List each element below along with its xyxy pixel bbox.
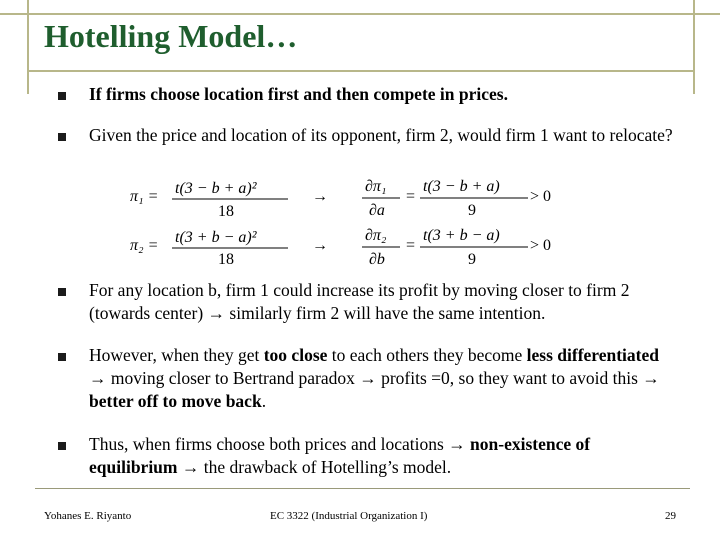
bullet-text-5: Thus, when firms choose both prices and locations → non-existence of equilibrium → the drawback of Hotelling’s model. (89, 434, 591, 477)
pi1-lhs: π₁ = (130, 188, 159, 205)
bullet-marker-5 (58, 442, 66, 450)
bullet-marker-4 (58, 353, 66, 361)
bullet-text-4: However, when they get too close to each others they become less differentiated → moving closer to Bertrand paradox → profits =0, so they want to avoid this → better off to move back. (89, 345, 660, 411)
pi1-denominator: 18 (218, 203, 234, 220)
svg-text:=: = (406, 188, 416, 205)
bullet-marker-1 (58, 92, 66, 100)
pi2-deriv-den: ∂b (369, 251, 385, 268)
pi1-deriv-den: ∂a (369, 202, 385, 219)
bullet-text-3: For any location b, firm 1 could increase its profit by moving closer to firm 2 (towards center) → similarly firm 2 will have the same intention. (89, 280, 630, 323)
pi1-tail: > 0 (530, 188, 552, 205)
frame-left-line (27, 0, 29, 94)
pi2-rhs-den: 9 (468, 251, 476, 268)
footer-course: EC 3322 (Industrial Organization I) (270, 510, 428, 522)
bullet-text-2: Given the price and location of its opponent, firm 2, would firm 1 want to relocate? (89, 125, 673, 145)
pi1-deriv-num: ∂π₁ (365, 178, 387, 195)
frame-right-line (693, 0, 695, 94)
pi2-tail: > 0 (530, 237, 552, 254)
footer-rule (35, 488, 690, 489)
pi1-rhs-den: 9 (468, 202, 476, 219)
arrow-1: → (312, 188, 328, 205)
pi2-lhs: π₂ = (130, 237, 159, 254)
frame-top-line (0, 13, 720, 15)
arrow-2: → (312, 237, 328, 254)
title-rule (27, 70, 693, 72)
pi1-rhs-num: t(3 − b + a) (423, 178, 500, 195)
profit-equations (120, 168, 580, 272)
pi2-rhs-num: t(3 + b − a) (423, 227, 500, 244)
footer-author: Yohanes E. Riyanto (44, 510, 132, 522)
pi2-denominator: 18 (218, 251, 234, 268)
svg-text:=: = (406, 237, 416, 254)
pi1-numerator: t(3 − b + a)² (175, 180, 257, 197)
pi2-deriv-num: ∂π₂ (365, 227, 387, 244)
footer-page-number: 29 (665, 510, 676, 522)
bullet-text-1: If firms choose location first and then compete in prices. (89, 84, 508, 104)
pi2-numerator: t(3 + b − a)² (175, 229, 257, 246)
bullet-marker-3 (58, 288, 66, 296)
slide-title: Hotelling Model… (44, 18, 298, 54)
bullet-marker-2 (58, 133, 66, 141)
